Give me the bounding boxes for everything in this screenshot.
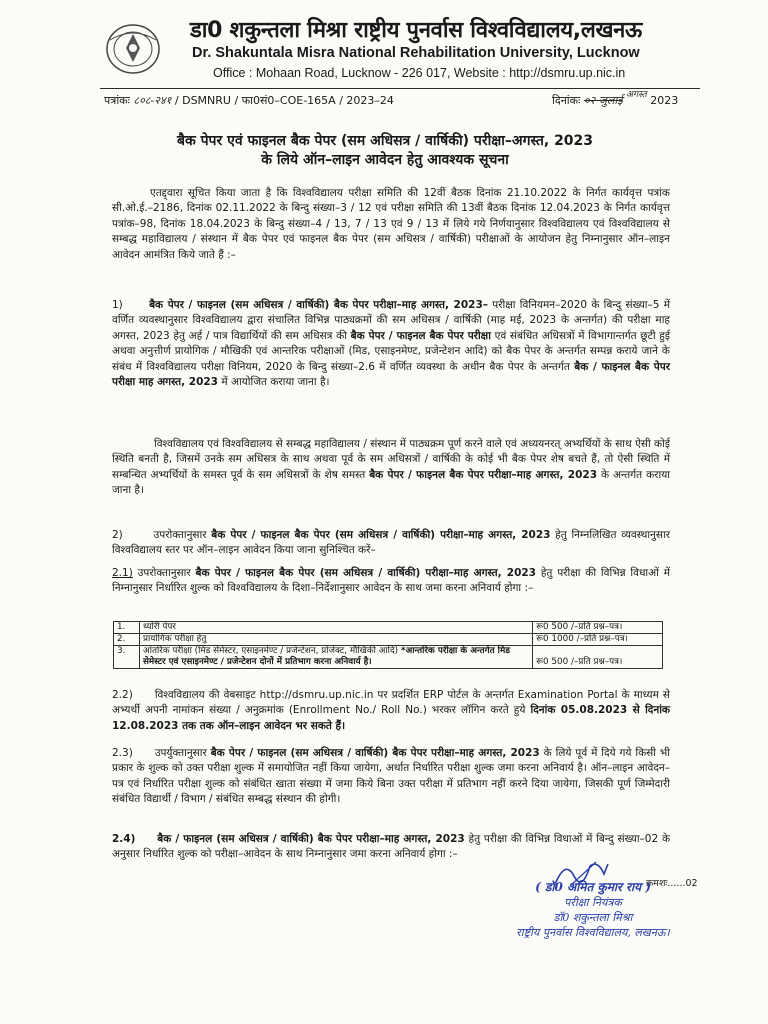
reference-line: [104, 93, 394, 108]
para-2-bold: बैक पेपर / फाइनल बैक पेपर परीक्षा–माह अगस्त, 2023: [369, 468, 598, 481]
point-2-3-text-a: उपर्युक्तानुसार: [154, 747, 207, 759]
point-2-3-text-b: के लिये पूर्व में दिये गये किसी भी प्रकार के शुल्क को उक्त परीक्षा शुल्क में समायोजित नहीं किया जायेगा, अर्थात निर्धारित परीक्षा शुल्क जमा करना अनिवार्य है। ऑन–लाइन आवेदन–पत्र एवं निर्धारित परीक्षा शुल्क को संबंधित खाता संख्या में जमा किये बिना उक्त परीक्षा में प्रतिभाग नहीं करने दिया जायेगा, जिसकी पूर्ण जिम्मेदारी संबंधित विद्यार्थी / विभाग / संबंधित सम्बद्ध संस्थान की होगी।: [112, 747, 670, 806]
point-2-text-a: उपरोक्तानुसार: [153, 529, 207, 541]
fee-serial: 2.: [114, 634, 140, 646]
stamp-university-line1: डॉ0 शकुन्तला मिश्रा: [553, 911, 633, 924]
university-emblem-icon: [104, 22, 162, 76]
point-1-text-a: परीक्षा विनियमन–2020 के बिन्दु संख्या–5 में वर्णित व्यवस्थानुसार विश्वविद्यालय द्वारा संचालित विभिन्न पाठ्यक्रमों की सम अधिसत्र / वार्षिकी (माह मई, 2023 के अन्तर्गत) की परीक्षा माह अगस्त, 2023 हेतु अर्ह / पात्र विद्यार्थियों की सम अधिसत्र की: [112, 299, 671, 342]
point-1-text-c: में आयोजित कराया जाना है।: [221, 376, 330, 389]
point-2-2-text-a: विश्वविद्यालय की वेबसाइट http://dsmru.up.nic.in पर प्रदर्शित ERP पोर्टल के अन्तर्गत Examination Portal के माध्यम से अभ्यर्थी अपनी नामांकन संख्या / अनुक्रमांक (Enrollment No./ Roll No.) भरकर लॉगिन करते हुये: [112, 689, 670, 717]
point-2-4-bold: बैक / फाइनल (सम अधिसत्र / वार्षिकी) बैक पेपर परीक्षा–माह अगस्त, 2023: [157, 833, 465, 845]
point-1: [112, 298, 670, 390]
fee-amount: रू0 500 /–प्रति प्रश्न–पत्र।: [533, 622, 663, 634]
fee-exam-type: आंतरिक परीक्षा (मिड सेमेस्टर, एसाइनमेण्ट / प्रजेन्टेशन, प्रोजेक्ट, मौखिकी आदि): [142, 646, 399, 656]
notice-title-line1: बैक पेपर एवं फाइनल बैक पेपर (सम अधिसत्र / वार्षिकी) परीक्षा–अगस्त, 2023: [176, 133, 594, 149]
para-2-text-b: के अन्तर्गत कराया जाना है।: [112, 468, 670, 497]
university-name-english: Dr. Shakuntala Misra National Rehabilitation University, Lucknow: [192, 45, 640, 61]
point-2-2: [112, 688, 670, 734]
point-1-number: 1): [112, 299, 123, 311]
point-2-3-bold: बैक पेपर / फाइनल (सम अधिसत्र / वार्षिकी) बैक पेपर परीक्षा–माह अगस्त, 2023: [210, 747, 540, 759]
point-2-1-text-b: हेतु परीक्षा की विभिन्न विधाओं में निम्नानुसार निर्धारित शुल्क को विश्वविद्यालय के दिशा–निर्देशानुसार आवेदन के साथ जमा करना अनिवार्य होगा :–: [112, 567, 670, 595]
reference-number: ८०८-२४१: [133, 94, 172, 107]
stamp-university-line2: राष्ट्रीय पुनर्वास विश्वविद्यालय, लखनऊ।: [516, 926, 670, 939]
point-2-3-number: 2.3): [112, 747, 133, 759]
notice-title-line2: के लिये ऑन–लाइन आवेदन हेतु आवश्यक सूचना: [261, 152, 509, 168]
point-2-4-text-b: हेतु परीक्षा की विभिन्न विधाओं में बिन्दु संख्या–02 के अनुसार निर्धारित शुल्क को परीक्षा–आवेदन के साथ निम्नानुसार जमा करना अनिवार्य होगा :–: [112, 833, 671, 861]
controller-stamp: [500, 880, 686, 940]
fee-amount: रू0 1000 /–प्रति प्रश्न–पत्र।: [533, 634, 663, 646]
fee-exam-type: प्रायोगिक परीक्षा हेतु: [139, 634, 532, 646]
point-2-1-number: 2.1): [112, 567, 133, 579]
point-2-2-bold: दिनांक 05.08.2023 से दिनांक 12.08.2023 तक तक ऑन–लाइन आवेदन भर सकते हैं।: [112, 704, 670, 732]
point-2-4-number: 2.4): [112, 833, 136, 845]
paragraph-2: [112, 437, 670, 499]
reference-code: / DSMNRU / फा0सं0–COE-165A / 2023–24: [174, 94, 394, 107]
fee-serial: 3.: [114, 646, 140, 669]
point-2: [112, 528, 670, 559]
point-2-bold: बैक पेपर / फाइनल बैक पेपर (सम अधिसत्र / वार्षिकी) परीक्षा–माह अगस्त, 2023: [211, 529, 551, 541]
date-year: 2023: [650, 94, 679, 107]
point-1-bold-b: बैक / फाइनल बैक पेपर परीक्षा माह अगस्त, 2023: [112, 360, 670, 389]
point-2-1-bold: बैक पेपर / फाइनल बैक पेपर (सम अधिसत्र / वार्षिकी) परीक्षा–माह अगस्त, 2023: [195, 567, 536, 579]
fee-serial: 1.: [114, 622, 140, 634]
university-name-hindi: डा0 शकुन्तला मिश्रा राष्ट्रीय पुनर्वास विश्वविद्यालय,लखनऊ: [190, 18, 643, 43]
header-divider: [100, 88, 700, 89]
stamp-designation: परीक्षा नियंत्रक: [564, 896, 622, 909]
point-2-1-text-a: उपरोक्तानुसार: [137, 567, 191, 579]
stamp-name: ( डॉ0 अमित कुमार राय ): [535, 880, 651, 894]
point-2-text-b: हेतु निम्नलिखित व्यवस्थानुसार विश्वविद्यालय स्तर पर ऑन–लाइन आवेदन किया जाना सुनिश्चित करें–: [112, 529, 670, 557]
date-correction: अगस्त: [626, 90, 647, 100]
fee-exam-type: थ्योरी पेपर: [139, 622, 532, 634]
office-address: Office : Mohaan Road, Lucknow - 226 017, Website : http://dsmru.up.nic.in: [213, 66, 626, 80]
fee-table: [113, 621, 663, 669]
point-1-text-b: एवं संबंधित अधिसत्रों में विभागान्तर्गत छूटी हुई अथवा अनुत्तीर्ण प्रायोगिक / मौखिकी एवं आन्तरिक परीक्षाओं (मिड, एसाइनमेण्ट, प्रजेन्टेशन आदि) को बैक पेपर के अन्तर्गत सम्पन्न कराये जाने के संबंध में विश्वविद्यालय परीक्षा विनियम, 2020 के बिन्दु संख्या–2.6 में वर्णित व्यवस्था के अधीन बैक पेपर के अन्तर्गत: [112, 329, 670, 373]
point-2-1: [112, 566, 670, 597]
table-row: [114, 622, 663, 634]
continued-marker: क्रमशः......02: [646, 878, 698, 889]
fee-amount: रू0 500 /–प्रति प्रश्न–पत्र।: [533, 646, 663, 669]
fee-exam-type-internal: [139, 646, 532, 669]
point-2-2-number: 2.2): [112, 689, 133, 701]
fee-note: *आन्तरिक परीक्षा के अन्तर्गत मिड सेमेस्टर एवं एसाइनमेण्ट / प्रजेन्टेशन दोनों में प्रतिभाग करना अनिवार्य है।: [142, 646, 510, 667]
reference-label: पत्रांकः: [104, 94, 130, 107]
date-handwritten: ०२ जुलाई: [583, 94, 623, 107]
table-row: [114, 646, 663, 669]
intro-paragraph: एतद्द्वारा सूचित किया जाता है कि विश्वविद्यालय परीक्षा समिति की 12वीं बैठक दिनांक 21.10.2022 के निर्गत कार्यवृत्त पत्रांक सी.ओ.ई.–2186, दिनांक 02.11.2022 के बिन्दु संख्या–3 / 12 एवं परीक्षा समिति की 13वीं बैठक दिनांक 12.04.2023 के निर्गत कार्यवृत्त पत्रांक–98, दिनांक 18.04.2023 के बिन्दु संख्या–4 / 13, 7 / 13 एवं 9 / 13 में लिये गये निर्णयानुसार विश्वविद्यालय एवं विश्वविद्यालय से सम्बद्ध महाविद्यालय / संस्थान में बैक पेपर एवं फाइनल बैक पेपर (सम अधिसत्र / वार्षिकी) परीक्षाओं के आयोजन हेतु निम्नानुसार ऑन–लाइन आवेदन आमंत्रित किये जाते हैं :–: [112, 187, 670, 261]
point-1-bold-a: बैक पेपर / फाइनल बैक पेपर परीक्षा: [350, 329, 491, 342]
table-row: [114, 634, 663, 646]
point-2-3: [112, 746, 670, 808]
point-1-heading: बैक पेपर / फाइनल (सम अधिसत्र / वार्षिकी) बैक पेपर परीक्षा–माह अगस्त, 2023–: [149, 299, 489, 311]
point-2-number: 2): [112, 529, 123, 541]
para-2-text-a: विश्वविद्यालय एवं विश्वविद्यालय से सम्बद्ध महाविद्यालय / संस्थान में पाठ्यक्रम पूर्ण करने वाले एवं अध्ययनरत् अभ्यर्थियों के साथ ऐसी कोई स्थिति बनती है, जिसमें उनके सम अधिसत्र के साथ अथवा पूर्व के सम अधिसत्रों / वार्षिकी के कोई भी बैक पेपर शेष बचते हैं, तो ऐसी स्थिति में सम्बन्धित अभ्यर्थियों के समस्त पूर्व के सम अधिसत्रों के शेष समस्त: [112, 438, 670, 481]
date-label: दिनांकः: [552, 94, 581, 107]
date-line: [552, 90, 679, 108]
